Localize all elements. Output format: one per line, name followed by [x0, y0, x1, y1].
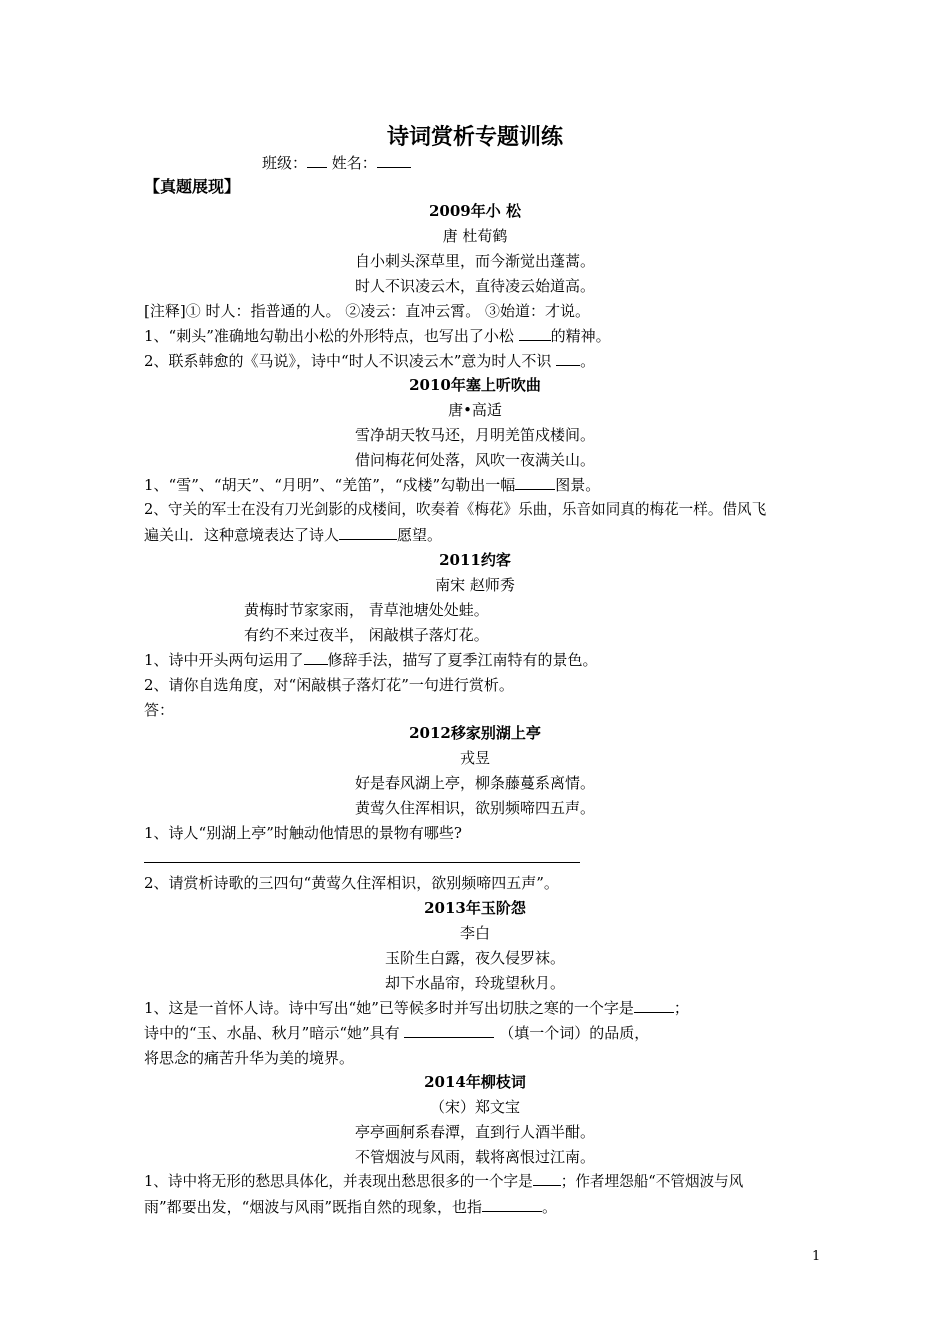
- poem-2012-line1: 好是春风湖上亭，柳条藤蔓系离情。: [354, 774, 595, 792]
- poem-2009-author: 唐 杜荀鹤: [442, 227, 508, 245]
- poem-2010-heading: 2010年塞上听吹曲: [409, 376, 541, 394]
- poem-2009-line1: 自小刺头深草里，而今渐觉出蓬蒿。: [354, 252, 595, 270]
- question-text: 诗中的“玉、水晶、秋月”暗示“她”具有: [144, 1024, 405, 1042]
- question-text: 愿望。: [397, 526, 443, 544]
- poem-2009-question-1: [144, 325, 611, 347]
- poem-2009-note: [注释]① 时人：指普通的人。 ②凌云：直冲云霄。 ③始道：才说。: [144, 302, 591, 320]
- page-number: 1: [812, 1249, 821, 1264]
- question-text: 遍关山．这种意境表达了诗人: [144, 526, 340, 544]
- class-label: 班级：: [262, 154, 308, 172]
- poem-2013-author: 李白: [459, 924, 490, 942]
- poem-2014-heading: 2014年柳枝词: [424, 1073, 526, 1091]
- answer-blank[interactable]: [533, 1171, 561, 1186]
- question-text: 。: [580, 352, 596, 370]
- poem-2014-question-1-cont: [144, 1196, 557, 1218]
- answer-blank[interactable]: [482, 1197, 542, 1212]
- answer-blank[interactable]: [404, 1023, 494, 1038]
- question-text: 2、联系韩愈的《马说》，诗中“时人不识凌云木”意为时人不识: [144, 352, 557, 370]
- question-text: 1、“刺头”准确地勾勒出小松的外形特点，也写出了小松: [144, 327, 519, 345]
- name-blank[interactable]: [377, 153, 411, 168]
- poem-2012-author: 戎昱: [459, 749, 490, 767]
- question-text: 雨”都要出发，“烟波与风雨”既指自然的现象，也指: [144, 1198, 483, 1216]
- question-text: 1、诗中将无形的愁思具体化，并表现出愁思很多的一个字是: [144, 1173, 533, 1190]
- answer-blank[interactable]: [339, 525, 397, 540]
- poem-2010-question-1: [144, 474, 600, 496]
- poem-2009-question-2: [144, 350, 595, 372]
- poem-2011-question-1: [144, 649, 598, 671]
- answer-line[interactable]: [144, 862, 580, 863]
- answer-blank[interactable]: [519, 326, 551, 341]
- poem-2009-line2: 时人不识凌云木，直待凌云始道高。: [354, 277, 595, 295]
- question-text: 的精神。: [550, 327, 611, 345]
- poem-2012-question-2: 2、请赏析诗歌的三四句“黄莺久住浑相识，欲别频啼四五声”。: [144, 874, 559, 892]
- question-text: ；作者埋怨船“不管烟波与风: [560, 1173, 744, 1190]
- question-text: 1、“雪”、“胡天”、“月明”、“羌笛”，“戍楼”勾勒出一幅: [144, 476, 516, 494]
- question-text: ；: [673, 999, 689, 1017]
- poem-2011-answer-label: 答：: [144, 701, 175, 719]
- poem-2010-question-2-cont: [144, 524, 442, 546]
- poem-2011-author: 南宋 赵师秀: [435, 576, 515, 594]
- question-text: 修辞手法，描写了夏季江南特有的景色。: [327, 651, 598, 669]
- question-text: （填一个词）的品质，: [494, 1024, 650, 1042]
- poem-2013-question-1-end: 将思念的痛苦升华为美的境界。: [144, 1049, 355, 1067]
- poem-2011-line2: 有约不来过夜半， 闲敲棋子落灯花。: [244, 626, 489, 644]
- poem-2011-line1: 黄梅时节家家雨， 青草池塘处处蛙。: [244, 601, 489, 619]
- answer-blank[interactable]: [304, 650, 328, 665]
- poem-2014-line2: 不管烟波与风雨，载将离恨过江南。: [354, 1148, 595, 1166]
- class-name-line: [262, 152, 411, 174]
- section-heading: 【真题展现】: [144, 177, 241, 196]
- poem-2012-line2: 黄莺久住浑相识，欲别频啼四五声。: [354, 799, 595, 817]
- answer-blank[interactable]: [634, 998, 674, 1013]
- poem-2010-line2: 借问梅花何处落，风吹一夜满关山。: [354, 451, 595, 469]
- poem-2013-line1: 玉阶生白露，夜久侵罗袜。: [384, 949, 565, 967]
- poem-2014-question-1: [144, 1171, 743, 1193]
- poem-2013-question-1: [144, 997, 689, 1019]
- question-text: 1、这是一首怀人诗。诗中写出“她”已等候多时并写出切肤之寒的一个字是: [144, 999, 634, 1017]
- poem-2011-question-2: 2、请你自选角度，对“闲敲棋子落灯花”一句进行赏析。: [144, 676, 514, 694]
- poem-2013-heading: 2013年玉阶怨: [424, 899, 526, 917]
- poem-2014-author: （宋）郑文宝: [429, 1098, 520, 1116]
- poem-2011-heading: 2011约客: [439, 551, 511, 569]
- poem-2012-heading: 2012移家别湖上亭: [409, 724, 541, 742]
- poem-2013-line2: 却下水晶帘，玲珑望秋月。: [384, 974, 565, 992]
- answer-blank[interactable]: [515, 475, 555, 490]
- poem-2009-heading: 2009年小 松: [429, 202, 521, 220]
- poem-2012-question-1: 1、诗人“别湖上亭”时触动他情思的景物有哪些?: [144, 824, 462, 842]
- poem-2010-question-2: 2、守关的军士在没有刀光剑影的戍楼间，吹奏着《梅花》乐曲，乐音如同真的梅花一样。借风飞: [144, 501, 767, 518]
- poem-2013-question-1-cont: [144, 1022, 649, 1044]
- name-label: 姓名：: [331, 154, 377, 172]
- poem-2010-author: 唐•高适: [448, 401, 502, 419]
- poem-2010-line1: 雪净胡天牧马还，月明羌笛戍楼间。: [354, 426, 595, 444]
- class-blank[interactable]: [307, 153, 327, 168]
- question-text: 图景。: [555, 476, 601, 494]
- page-title: 诗词赏析专题训练: [386, 124, 563, 150]
- answer-blank[interactable]: [556, 351, 580, 366]
- poem-2014-line1: 亭亭画舸系春潭，直到行人酒半酣。: [354, 1123, 595, 1141]
- question-text: 1、诗中开头两句运用了: [144, 651, 304, 669]
- question-text: 。: [542, 1198, 558, 1216]
